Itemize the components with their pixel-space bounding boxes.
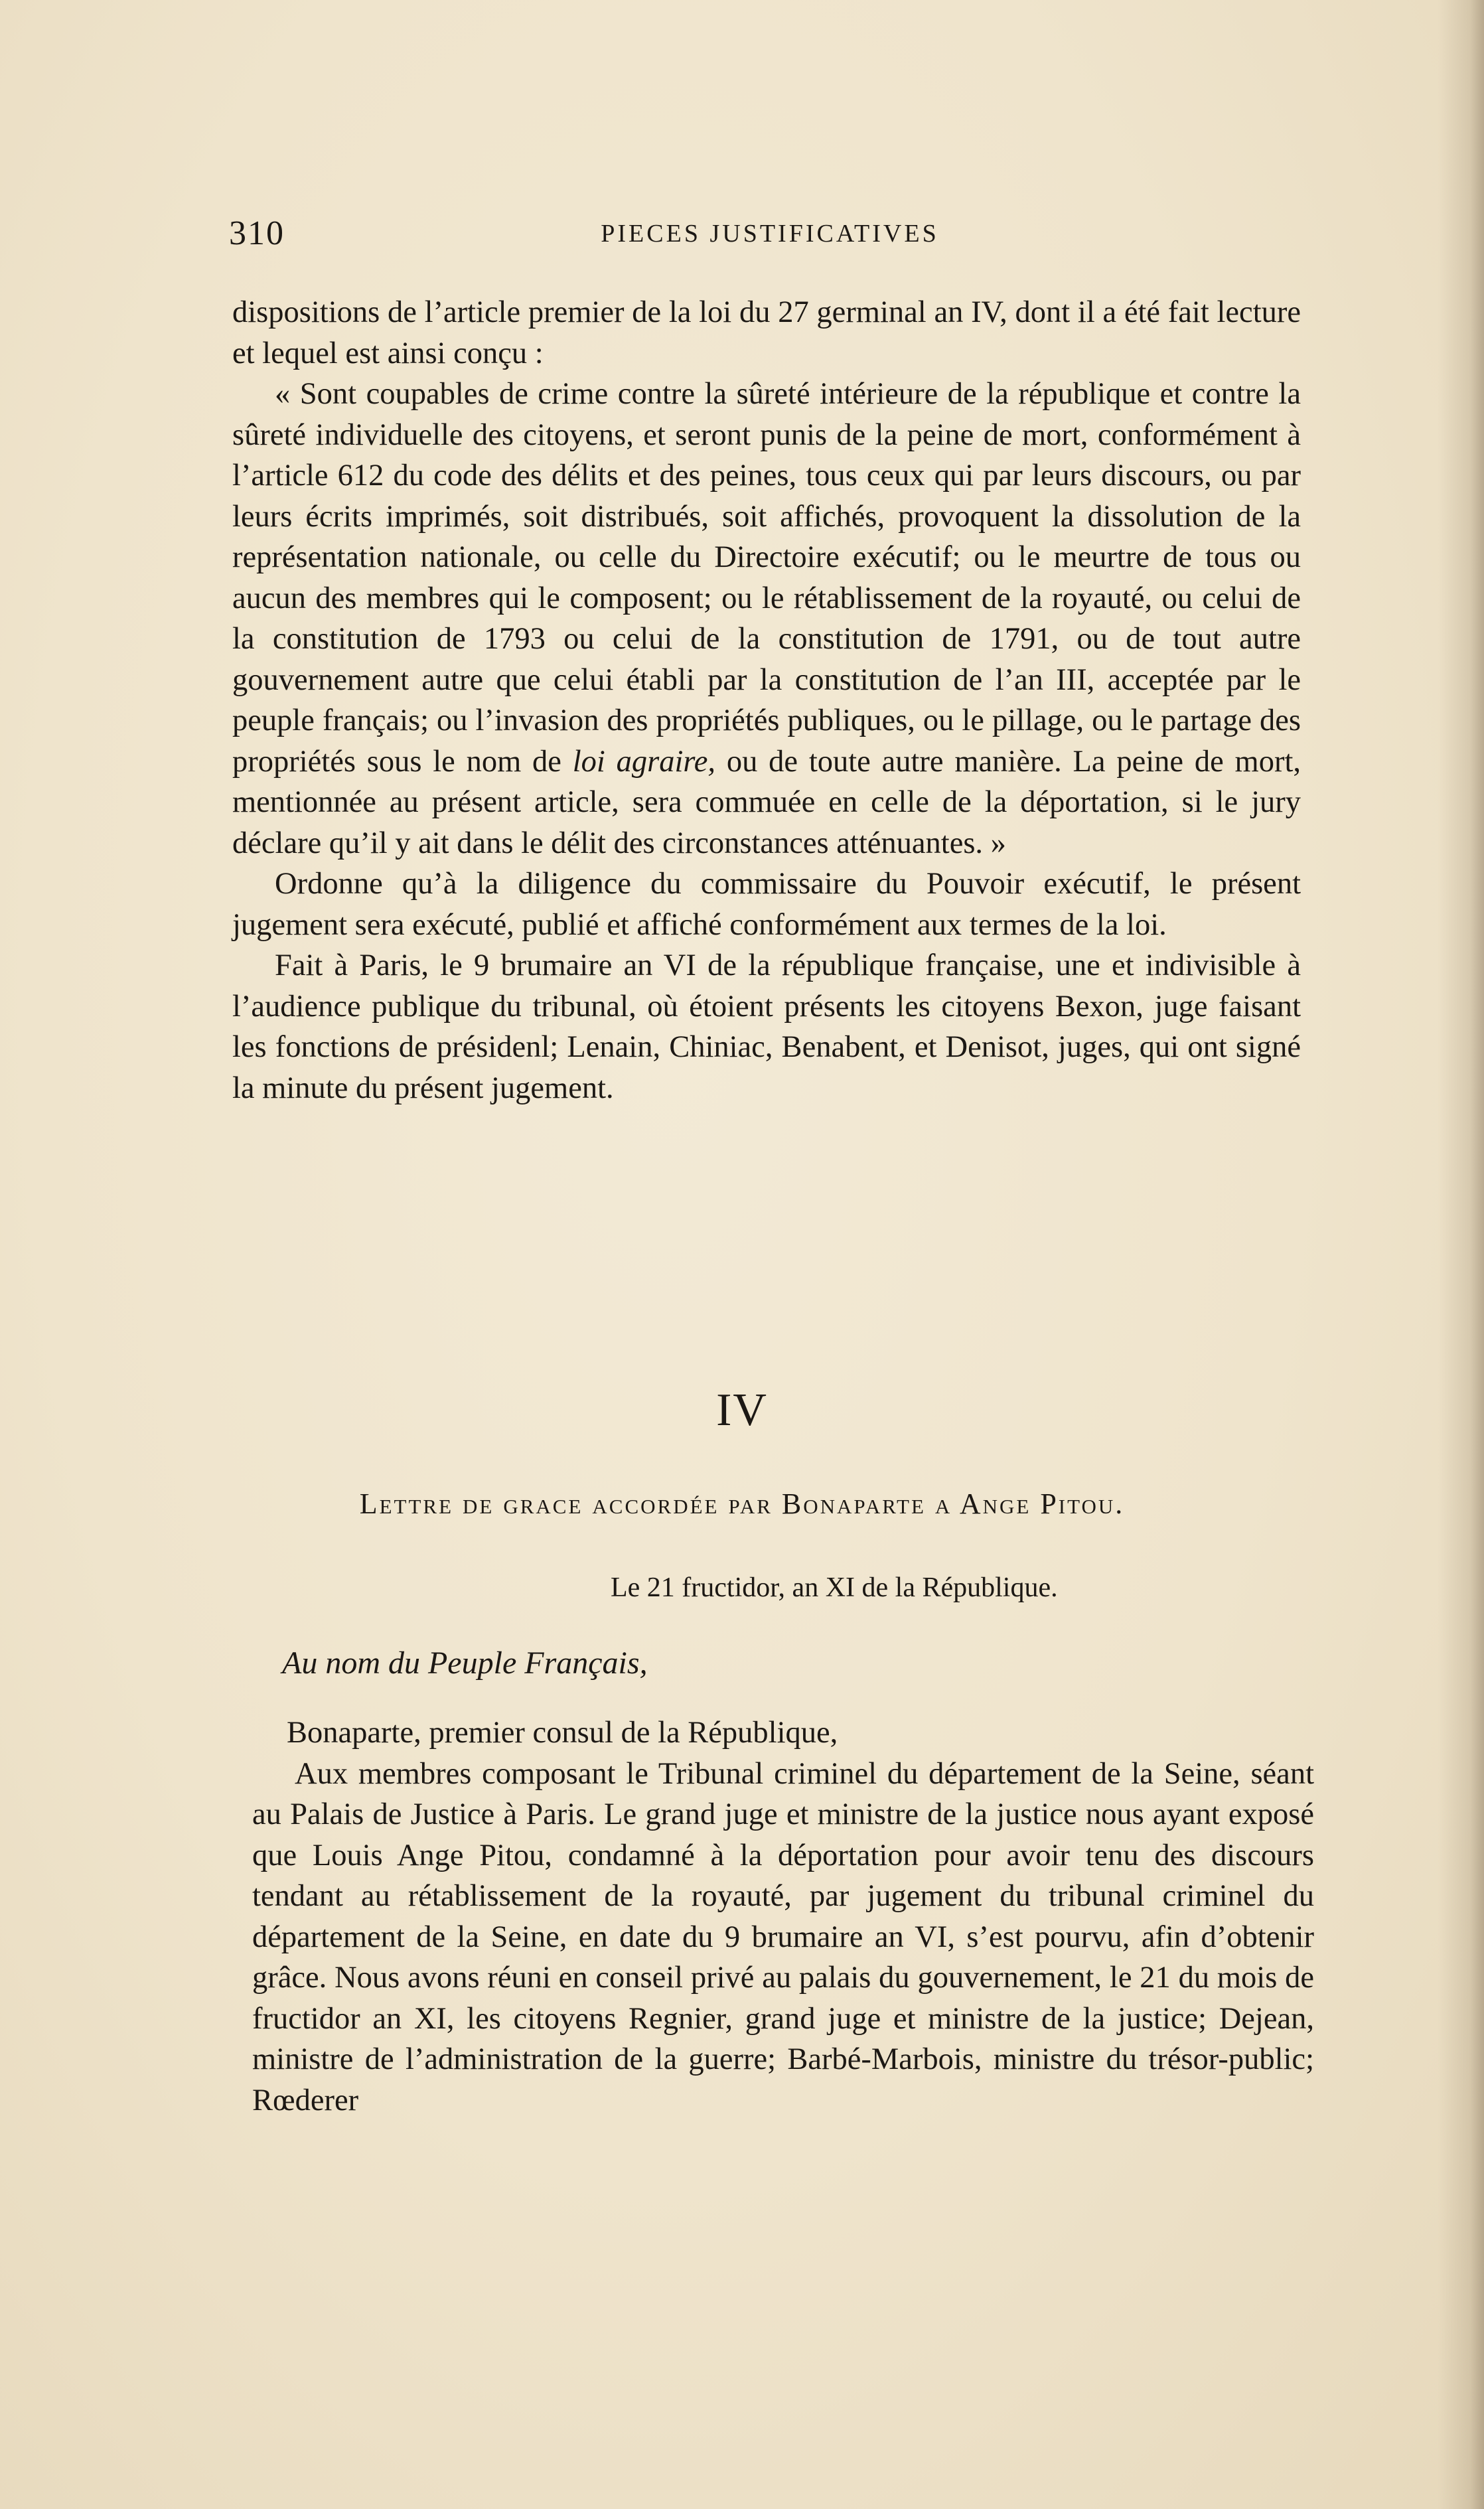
running-head xyxy=(229,214,1311,254)
judgment-text xyxy=(232,292,1301,1108)
paragraph: Bonaparte, premier consul de la République, xyxy=(287,1716,838,1750)
loi-agraire-emphasis: loi agraire, xyxy=(572,744,716,779)
letter-text xyxy=(252,1712,1314,2121)
running-title: PIECES JUSTIFICATIVES xyxy=(601,220,939,248)
quoted-law-text-end: ou de toute autre manière. La peine de mort, mentionnée au présent article, sera commuée en celle de la déportation, si le jury déclare qu’il y ait dans le délit des circonstances atténuantes. » xyxy=(232,744,1301,860)
letter-title: Lettre de grace accordée par Bonaparte a Ange Pitou. xyxy=(359,1487,1125,1520)
paragraph: Aux membres composant le Tribunal criminel du département de la Seine, séant au Palais de Justice à Paris. Le grand juge et ministre de la justice nous ayant exposé que Louis Ange Pitou, condamné à la déportation pour avoir tenu des discours tendant au rétablissement de la royauté, par jugement du tribunal criminel du département de la Seine, en date du 9 brumaire an VI, s’est pourvu, afin d’obtenir grâce. Nous avons réuni en conseil privé au palais du gouvernement, le 21 du mois de fructidor an XI, les citoyens Regnier, grand juge et ministre de la justice; Dejean, ministre de l’administration de la guerre; Barbé-Marbois, ministre du trésor-public; Rœderer xyxy=(252,1756,1314,2117)
paragraph: dispositions de l’article premier de la loi du 27 germinal an IV, dont il a été fait lecture et lequel est ainsi conçu : xyxy=(232,295,1301,370)
quoted-law-paragraph xyxy=(232,374,1301,864)
paragraph: Ordonne qu’à la diligence du commissaire du Pouvoir exécutif, le présent jugement sera exécuté, publié et affiché conformément aux termes de la loi. xyxy=(232,867,1301,942)
dateline: Le 21 fructidor, an XI de la République. xyxy=(611,1572,1058,1603)
paragraph: Fait à Paris, le 9 brumaire an VI de la république française, une et indivisible à l’audience publique du tribunal, où étoient présents les citoyens Bexon, juge faisant les fonctions de présidenl; Lenain, Chiniac, Benabent, et Denisot, juges, qui ont signé la minute du présent jugement. xyxy=(232,949,1301,1105)
section-numeral: IV xyxy=(716,1385,768,1436)
quoted-law-text: « Sont coupables de crime contre la sûreté intérieure de la république et contre la sûreté individuelle des citoyens, et seront punis de la peine de mort, conformément à l’article 612 du code des délits et des peines, tous ceux qui par leurs discours, ou par leurs écrits imprimés, soit distribués, soit affichés, provoquent la dissolution de la représentation nationale, ou celle du Directoire exécutif; ou le meurtre de tous ou aucun des membres qui le composent; ou le rétablissement de la royauté, ou celui de la constitution de 1793 ou celui de la constitution de 1791, ou de tout autre gouvernement autre que celui établi par la constitution de l’an III, acceptée par le peuple français; ou l’invasion des propriétés publiques, ou le pillage, ou le partage des propriétés sous le nom de xyxy=(232,377,1301,779)
salutation: Au nom du Peuple Français, xyxy=(282,1645,648,1681)
page-edge-shadow xyxy=(1438,0,1484,2509)
page-number: 310 xyxy=(229,214,285,252)
